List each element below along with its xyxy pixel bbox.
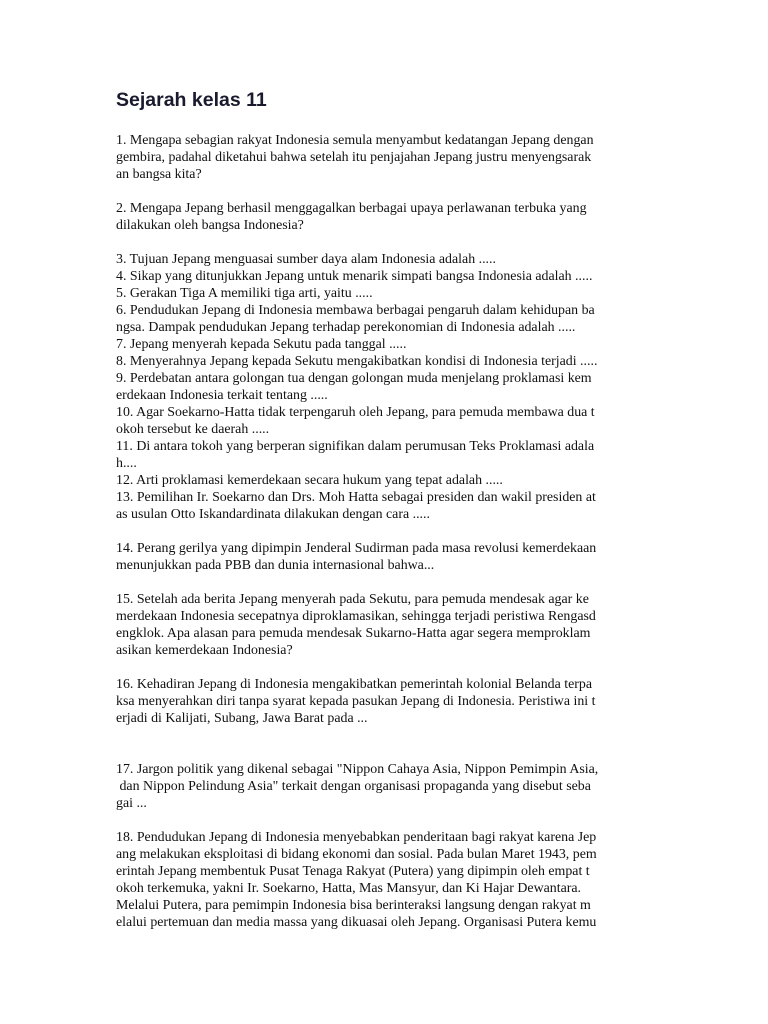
text-line: 14. Perang gerilya yang dipimpin Jenderal Sudirman pada masa revolusi kemerdekaan [116, 541, 597, 556]
text-line: merdekaan Indonesia secepatnya diproklamasikan, sehingga terjadi peristiwa Rengasd [116, 609, 596, 624]
document-body [116, 132, 656, 931]
text-line: ang melakukan eksploitasi di bidang ekonomi dan sosial. Pada bulan Maret 1943, pem [116, 847, 597, 862]
text-line: ngsa. Dampak pendudukan Jepang terhadap perekonomian di Indonesia adalah ..... [116, 320, 576, 335]
text-line: ksa menyerahkan diri tanpa syarat kepada pasukan Jepang di Indonesia. Peristiwa ini t [116, 694, 596, 709]
text-line: gembira, padahal diketahui bahwa setelah itu penjajahan Jepang justru menyengsarak [116, 150, 592, 165]
text-line: 16. Kehadiran Jepang di Indonesia mengakibatkan pemerintah kolonial Belanda terpa [116, 677, 592, 692]
paragraph-gap [116, 574, 656, 591]
text-line: 11. Di antara tokoh yang berperan signifikan dalam perumusan Teks Proklamasi adala [116, 439, 595, 454]
question-16 [116, 676, 656, 727]
text-line: dan Nippon Pelindung Asia" terkait dengan organisasi propaganda yang disebut seba [116, 779, 591, 794]
text-line: okoh tersebut ke daerah ..... [116, 422, 270, 437]
text-line: engklok. Apa alasan para pemuda mendesak Sukarno-Hatta agar segera memproklam [116, 626, 591, 641]
text-line: 4. Sikap yang ditunjukkan Jepang untuk menarik simpati bangsa Indonesia adalah ..... [116, 269, 593, 284]
text-line: erdekaan Indonesia terkait tentang ..... [116, 388, 328, 403]
text-line: 15. Setelah ada berita Jepang menyerah pada Sekutu, para pemuda mendesak agar ke [116, 592, 589, 607]
text-line: 7. Jepang menyerah kepada Sekutu pada tanggal ..... [116, 337, 407, 352]
text-line: 1. Mengapa sebagian rakyat Indonesia semula menyambut kedatangan Jepang dengan [116, 133, 594, 148]
text-line: 8. Menyerahnya Jepang kepada Sekutu mengakibatkan kondisi di Indonesia terjadi ..... [116, 354, 598, 369]
paragraph-gap [116, 523, 656, 540]
text-line: h.... [116, 456, 137, 471]
text-line: 17. Jargon politik yang dikenal sebagai "Nippon Cahaya Asia, Nippon Pemimpin Asia, [116, 762, 599, 777]
text-line: 12. Arti proklamasi kemerdekaan secara hukum yang tepat adalah ..... [116, 473, 503, 488]
text-line: dilakukan oleh bangsa Indonesia? [116, 218, 304, 233]
text-line: menunjukkan pada PBB dan dunia internasional bahwa... [116, 558, 435, 573]
text-line: elalui pertemuan dan media massa yang dikuasai oleh Jepang. Organisasi Putera kemu [116, 915, 597, 930]
text-line: 18. Pendudukan Jepang di Indonesia menyebabkan penderitaan bagi rakyat karena Jep [116, 830, 597, 845]
text-line: 3. Tujuan Jepang menguasai sumber daya alam Indonesia adalah ..... [116, 252, 496, 267]
question-1 [116, 132, 656, 183]
paragraph-gap [116, 727, 656, 761]
text-line: 2. Mengapa Jepang berhasil menggagalkan berbagai upaya perlawanan terbuka yang [116, 201, 587, 216]
text-line: asikan kemerdekaan Indonesia? [116, 643, 293, 658]
text-line: gai ... [116, 796, 147, 811]
text-line: okoh terkemuka, yakni Ir. Soekarno, Hatta, Mas Mansyur, dan Ki Hajar Dewantara. [116, 881, 582, 896]
text-line: 5. Gerakan Tiga A memiliki tiga arti, yaitu ..... [116, 286, 373, 301]
paragraph-gap [116, 234, 656, 251]
questions-3-13 [116, 251, 656, 523]
text-line: 10. Agar Soekarno-Hatta tidak terpengaruh oleh Jepang, para pemuda membawa dua t [116, 405, 595, 420]
text-line: 13. Pemilihan Ir. Soekarno dan Drs. Moh Hatta sebagai presiden dan wakil presiden at [116, 490, 596, 505]
question-2 [116, 200, 656, 234]
text-line: erintah Jepang membentuk Pusat Tenaga Rakyat (Putera) yang dipimpin oleh empat t [116, 864, 590, 879]
paragraph-gap [116, 183, 656, 200]
text-line: 6. Pendudukan Jepang di Indonesia membawa berbagai pengaruh dalam kehidupan ba [116, 303, 595, 318]
document-title: Sejarah kelas 11 [116, 89, 267, 111]
paragraph-gap [116, 812, 656, 829]
paragraph-gap [116, 659, 656, 676]
question-14 [116, 540, 656, 574]
document-page [116, 88, 656, 931]
text-line: Melalui Putera, para pemimpin Indonesia bisa berinteraksi langsung dengan rakyat m [116, 898, 591, 913]
question-15 [116, 591, 656, 659]
text-line: as usulan Otto Iskandardinata dilakukan dengan cara ..... [116, 507, 430, 522]
question-17 [116, 761, 656, 812]
question-18 [116, 829, 656, 931]
text-line: 9. Perdebatan antara golongan tua dengan golongan muda menjelang proklamasi kem [116, 371, 592, 386]
text-line: erjadi di Kalijati, Subang, Jawa Barat pada ... [116, 711, 368, 726]
text-line: an bangsa kita? [116, 167, 202, 182]
